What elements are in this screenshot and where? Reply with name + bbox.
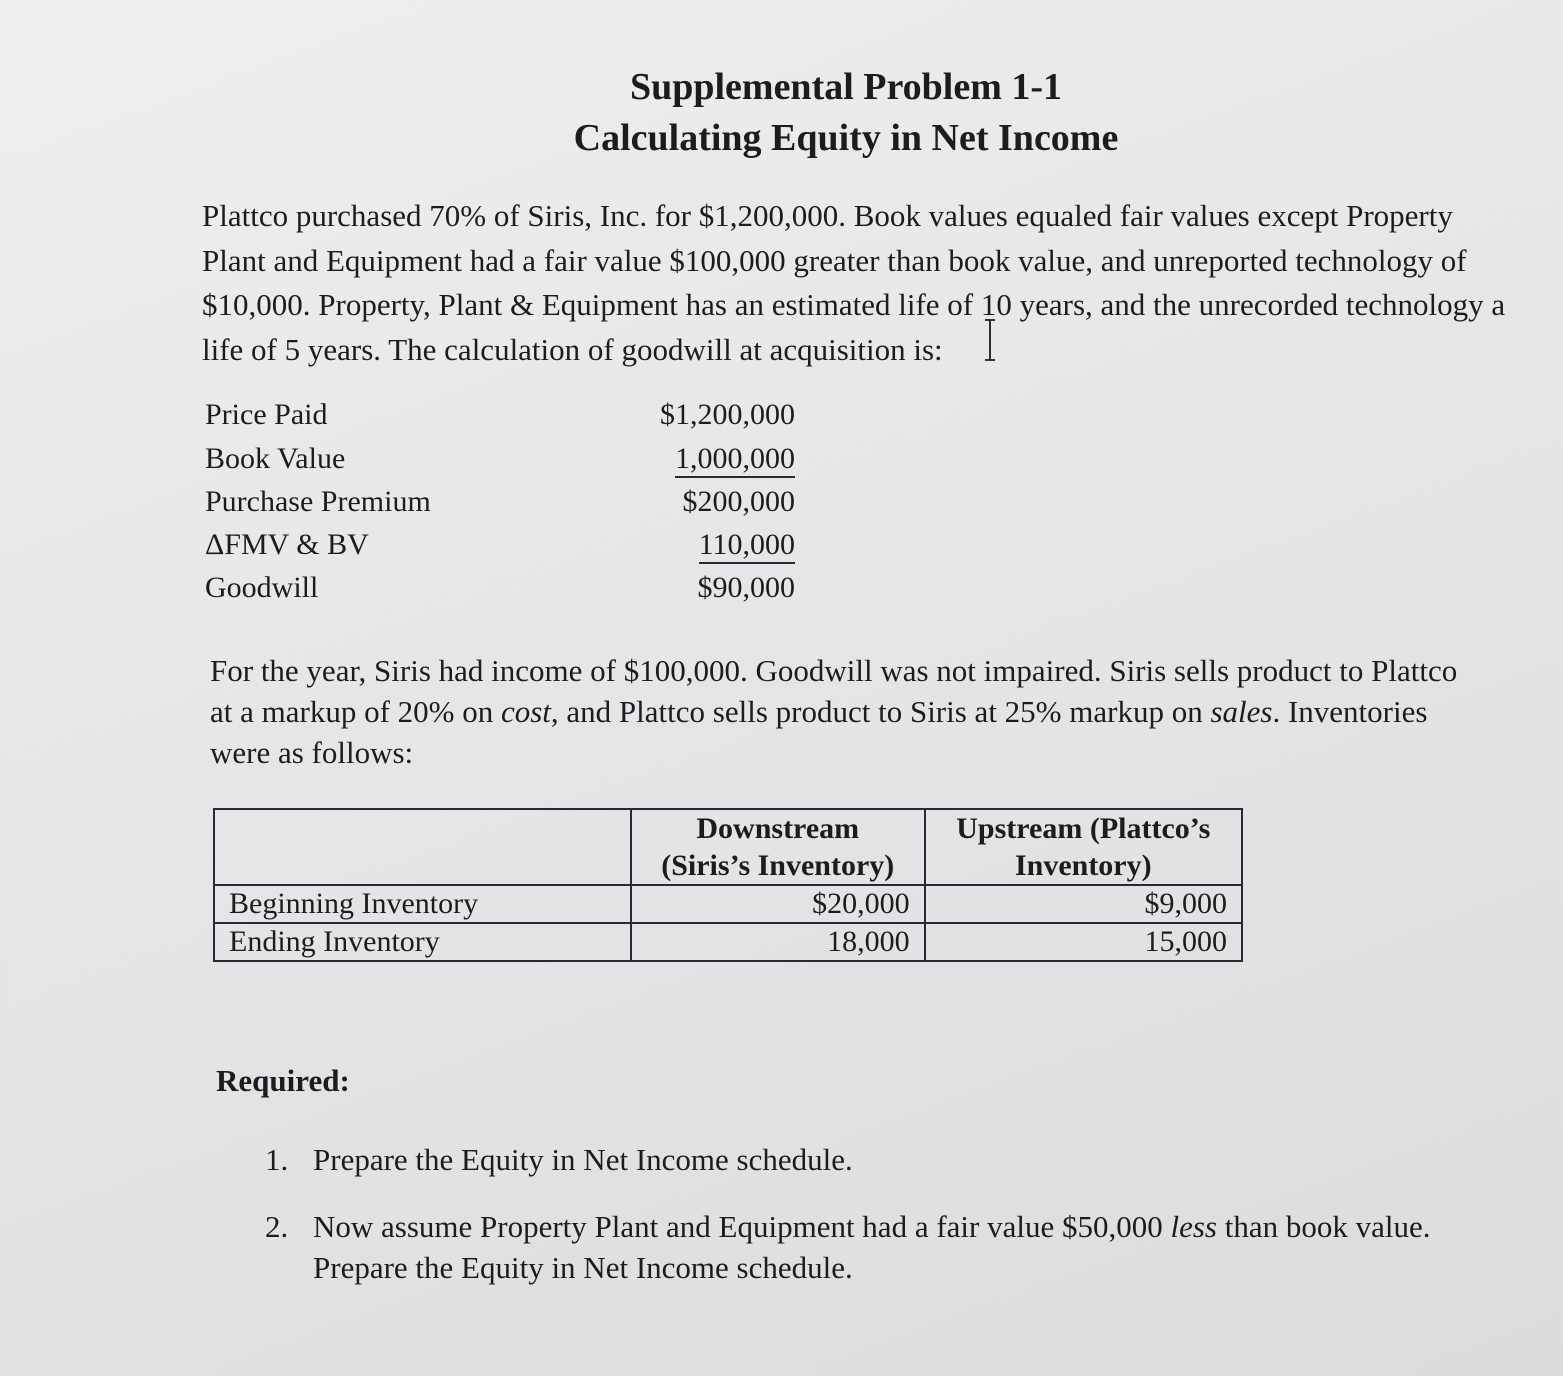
upstream-value: 15,000 (925, 923, 1242, 961)
calc-amount: 1,000,000 (675, 442, 795, 478)
calc-row-price-paid (205, 398, 800, 438)
header-blank (214, 809, 631, 885)
calc-label: Price Paid (205, 398, 328, 431)
required-heading: Required: (216, 1063, 350, 1098)
calc-amount: 110,000 (699, 528, 795, 564)
table-row (214, 885, 1242, 923)
header-downstream: Downstream (Siris’s Inventory) (631, 809, 925, 885)
upstream-value: $9,000 (925, 885, 1242, 923)
year-info-text: . Inventories were as follows: (210, 694, 1428, 770)
header-upstream: Upstream (Plattco’s Inventory) (925, 809, 1242, 885)
calc-row-goodwill (205, 571, 800, 611)
downstream-value: $20,000 (631, 885, 925, 923)
downstream-value: 18,000 (631, 923, 925, 961)
calc-label: Book Value (205, 442, 346, 475)
calc-label: Purchase Premium (205, 485, 431, 518)
item-number: 1. (265, 1142, 289, 1177)
item-text: Prepare the Equity in Net Income schedule. (313, 1142, 853, 1177)
calc-row-purchase-premium (205, 485, 800, 525)
year-info-text: , and Plattco sells product to Siris at 25% markup on (550, 694, 1211, 729)
calc-row-book-value (205, 442, 800, 482)
inventory-table (213, 808, 1243, 962)
calc-amount: $1,200,000 (660, 398, 795, 431)
emphasis-less: less (1170, 1209, 1217, 1244)
year-info-paragraph (210, 650, 1470, 773)
calc-amount: $90,000 (697, 571, 795, 604)
emphasis-cost: cost (500, 694, 551, 729)
table-header-row (214, 809, 1242, 885)
row-label: Beginning Inventory (214, 885, 631, 923)
item-text: Now assume Property Plant and Equipment had a fair value $50,000 less than book value. Prepare the Equity in Net Income schedule. (313, 1209, 1431, 1285)
calc-row-fmv-bv (205, 528, 800, 568)
row-label: Ending Inventory (214, 923, 631, 961)
table-row (214, 923, 1242, 961)
calc-label: ΔFMV & BV (205, 528, 369, 561)
calc-amount: $200,000 (682, 485, 795, 518)
item-number: 2. (265, 1209, 289, 1244)
text-cursor-icon (984, 318, 996, 362)
document-subtitle: Calculating Equity in Net Income (573, 117, 1119, 159)
calc-label: Goodwill (205, 571, 319, 604)
emphasis-sales: sales (1210, 694, 1273, 729)
year-info-text: For the year, Siris had income of $100,000. Goodwill was not impaired. Siris sells product to Plattco at a markup of 20% on (210, 653, 1458, 729)
intro-paragraph: Plattco purchased 70% of Siris, Inc. for $1,200,000. Book values equaled fair values except Property Plant and Equipment had a fair value $100,000 greater than book value, and unreported technology of $10,000. Property, Plant & Equipment has an estimated life of 10 years, and the unrecorded technology a life of 5 years. The calculation of goodwill at acquisition is: (202, 198, 1506, 367)
document-title: Supplemental Problem 1-1 (629, 66, 1063, 108)
